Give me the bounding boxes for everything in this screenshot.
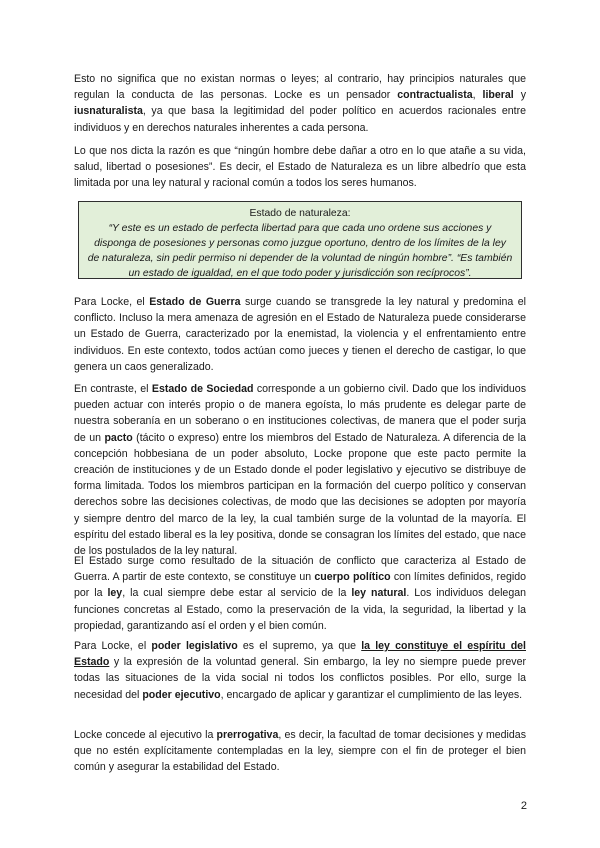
paragraph-prerrogativa (74, 727, 526, 776)
paragraph-estado-surge (74, 553, 526, 634)
bold-term: poder ejecutivo (142, 688, 221, 701)
text-run: y (513, 89, 526, 102)
bold-term: ley natural (351, 587, 407, 600)
page-number: 2 (520, 800, 527, 812)
bold-term: Estado de Sociedad (151, 383, 254, 395)
bold-term: pacto (104, 431, 133, 444)
bold-term: prerrogativa (216, 729, 279, 741)
paragraph-poder-legislativo (74, 638, 526, 703)
paragraph-norms (74, 71, 526, 136)
text-run: . Los individuos delegan funciones concretas al Estado, como la preservación de la vida, la seguridad, la libertad y la propiedad, garantizando así el orden y el bien común. (74, 587, 527, 632)
bold-term: Estado de Guerra (149, 296, 241, 308)
paragraph-estado-sociedad (74, 381, 526, 559)
text-run: , la cual siempre debe estar al servicio de la (122, 587, 352, 600)
callout-quote: “Y este es un estado de perfecta libertad para que cada uno ordene sus acciones y disponga de posesiones y personas como juzgue oportuno, dentro de los límites de la ley de naturaleza, sin pedir permiso ni depender de la voluntad de ningún hombre”. “Es también un estado de igualdad, en el que todo poder y jurisdicción son recíprocos”. (87, 223, 513, 279)
callout-title: Estado de naturaleza: (249, 208, 351, 219)
text-run: con límites definidos, regido por la (74, 571, 526, 600)
text-run: En contraste, el (74, 383, 152, 395)
text-run: corresponde a un gobierno civil. Dado que los individuos pueden actuar con interés propio o de manera egoísta, lo más prudente es delegar parte de nuestra soberanía en un soberano o en instituciones colectivas, de manera que el poder surja de un (74, 383, 526, 444)
text-run: (tácito o expreso) entre los miembros del Estado de Naturaleza. A diferencia de la concepción hobbesiana de un poder absoluto, Locke propone que este pacto permite la creación de instituciones y de un Estado donde el poder legislativo y ejecutivo se distribuye de forma limitada. Todos los miembros participan en la formación del cuerpo político y conservan derechos sobre las decisiones colectivas, de modo que las decisiones se adopten por mayoría y siempre dentro del marco de la ley, la cual también surge de la voluntad de la mayoría. El espíritu del estado liberal es la ley positiva, donde se consagran los límites del estado, que nace de los postulados de la ley natural. (74, 431, 526, 558)
paragraph-estado-guerra (74, 294, 526, 375)
text-run: Locke concede al ejecutivo la (74, 729, 217, 741)
bold-term: ley (107, 587, 123, 600)
text-run: Para Locke, el (74, 296, 150, 308)
bold-term: poder legislativo (151, 640, 238, 652)
text-run: , encargado de aplicar y garantizar el cumplimiento de las leyes. (220, 688, 523, 701)
text-run: surge cuando se transgrede la ley natural y predomina el conflicto. Incluso la mera amenaza de agresión en el Estado de Naturaleza puede considerarse un Estado de Guerra, caracterizado por la enemistad, la violencia y el enfrentamiento entre individuos. En este contexto, todos actúan como jueces y tienen el derecho de castigar, lo que genera un caos generalizado. (74, 296, 526, 373)
text-run: Esto no significa que no existan normas o leyes; al contrario, hay principios naturales que regulan la conducta de las personas. Locke es un pensador (74, 73, 526, 102)
paragraph-reason (74, 143, 526, 192)
bold-term: cuerpo político (314, 571, 391, 584)
text-run: y la expresión de la voluntad general. Sin embargo, la ley no siempre puede prever todas las situaciones de la vida social ni todos los conflictos posibles. Por ello, surge la necesidad del (74, 656, 526, 701)
text-run: es el supremo, ya que (237, 640, 362, 652)
callout-estado-naturaleza (78, 201, 522, 279)
text-run: Lo que nos dicta la razón es que “ningún hombre debe dañar a otro en lo que atañe a su vida, salud, libertad o posesiones”. Es decir, el Estado de Naturaleza es un libre albedrío que esta limitada por una ley natural y racional común a todos los seres humanos. (74, 145, 526, 190)
text-run: , ya que basa la legitimidad del poder político en acuerdos racionales entre individuos y en derechos naturales inherentes a cada persona. (74, 105, 526, 134)
bold-term: iusnaturalista (74, 105, 143, 118)
bold-term: contractualista (397, 89, 473, 102)
text-run: , (472, 89, 483, 102)
underlined-term: la ley constituye el espíritu del Estado (74, 640, 526, 669)
text-run: El Estado surge como resultado de la situación de conflicto que caracteriza al Estado de Guerra. A partir de este contexto, se constituye un (74, 555, 526, 584)
text-run: , es decir, la facultad de tomar decisiones y medidas que no estén explícitamente contempladas en la ley, siempre con el fin de proteger el bien común y asegurar la estabilidad del Estado. (74, 729, 526, 774)
text-run: Para Locke, el (74, 640, 152, 652)
bold-term: liberal (482, 89, 514, 102)
